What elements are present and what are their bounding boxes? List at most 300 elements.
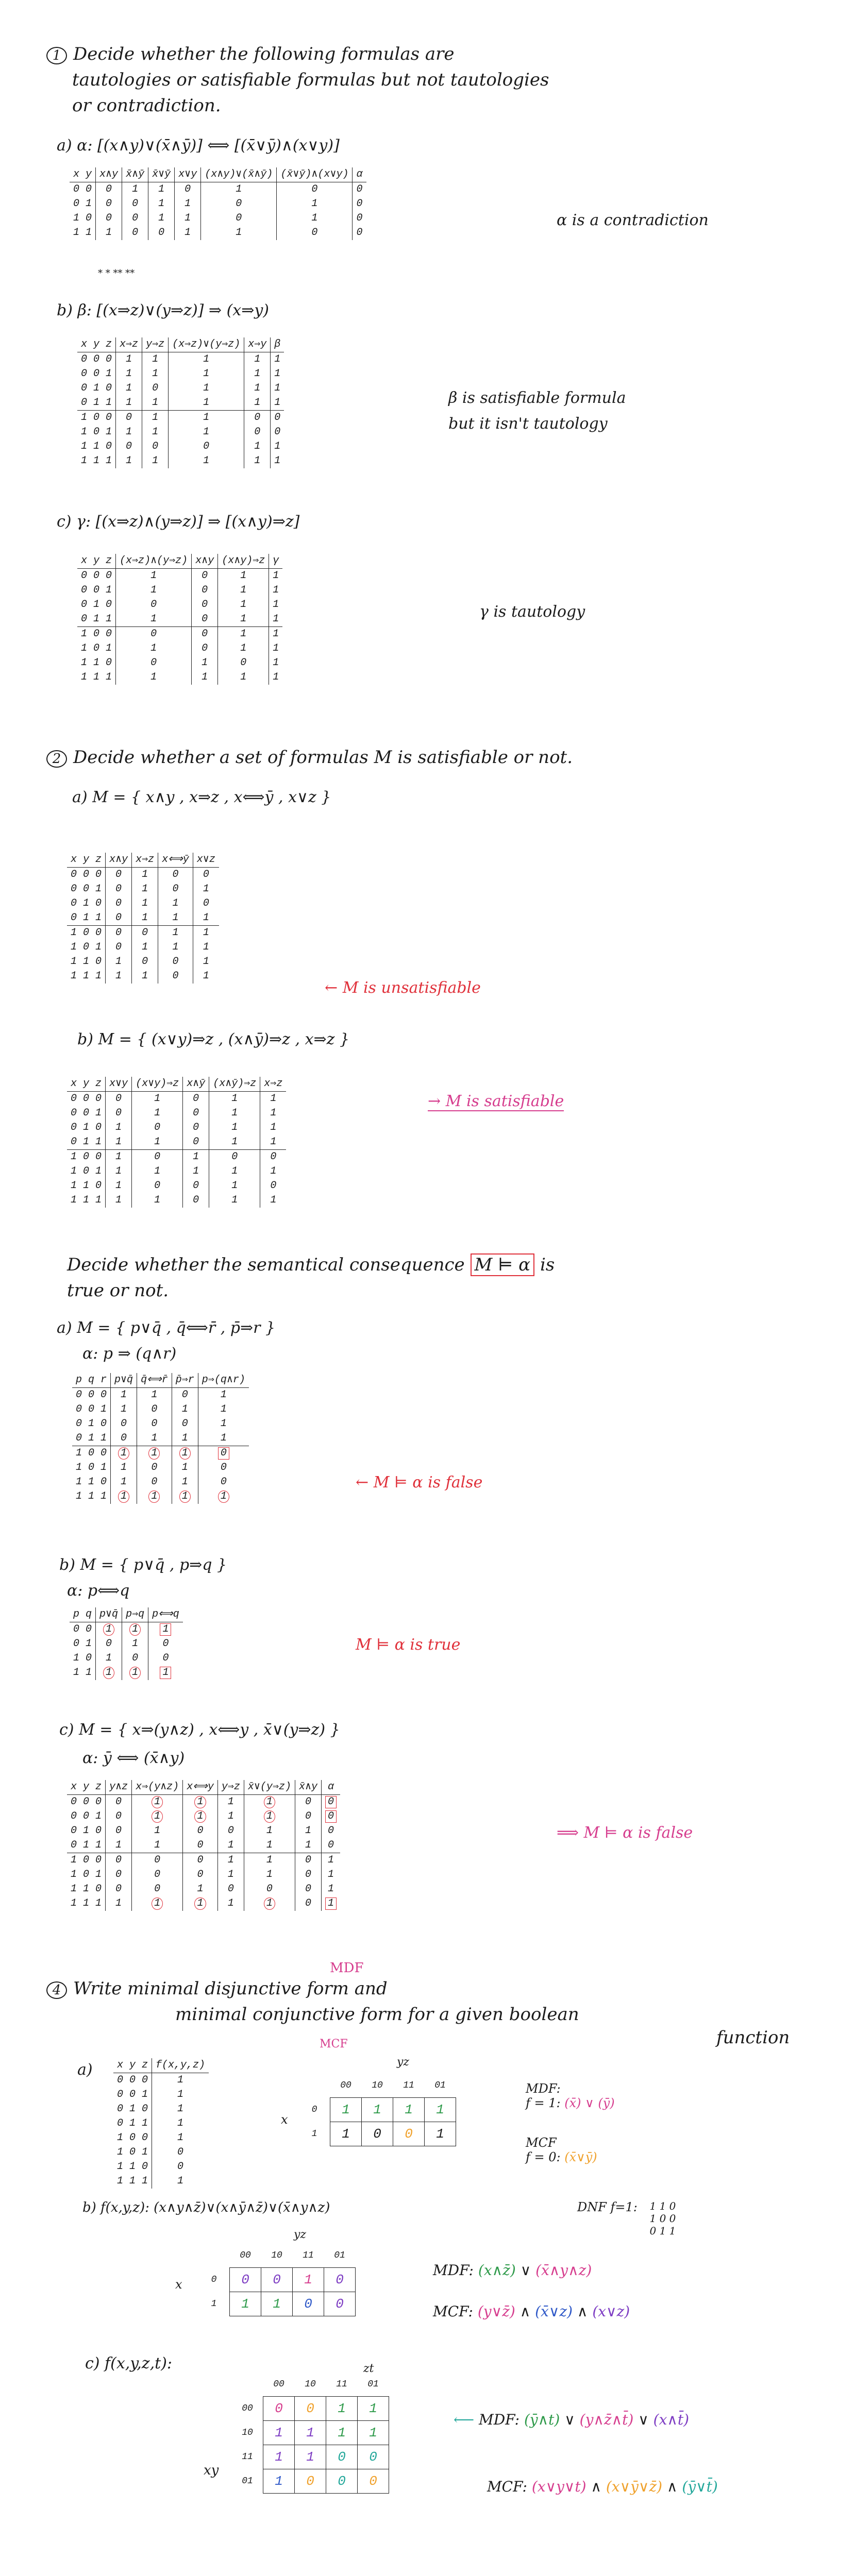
table-cell: 1 (193, 882, 219, 896)
table-cell: 0 (132, 955, 158, 969)
header-cell: x∨y (175, 167, 201, 182)
text-fragment: M is satisfiable (445, 1092, 564, 1110)
table-row (67, 868, 219, 883)
table-cell: 1 (271, 439, 284, 454)
table-cell: 0 (106, 1882, 132, 1896)
circled-value: 1 (129, 1667, 141, 1679)
table-cell: 1 (158, 911, 193, 926)
table-cell: 1 (269, 670, 283, 685)
table-cell: 0 (192, 641, 218, 656)
header-cell: x y z (67, 1780, 106, 1795)
table-row (77, 627, 282, 642)
table-cell: 1 (172, 1461, 198, 1475)
table-cell: 1 (244, 381, 271, 396)
table-cell: 1 (142, 396, 169, 411)
table-cell: 1 (218, 641, 269, 656)
table-cell: 1 (193, 955, 219, 969)
table-cell: 1 (261, 2292, 293, 2316)
table-cell: 0 (295, 1795, 321, 1810)
table-cell: 0 (96, 182, 122, 197)
table-cell: 0 (122, 211, 148, 226)
text-fragment: M ⊨ α is false (373, 1473, 483, 1492)
table-row (67, 1838, 340, 1853)
table-cell: 01 (242, 2476, 253, 2486)
table-cell: 1 0 1 (81, 426, 112, 438)
table-row (70, 182, 366, 197)
table-cell: 1 (201, 226, 277, 240)
text-fragment: (x∨y∨t) (531, 2478, 586, 2495)
table-row (77, 367, 284, 381)
table-cell: 0 (353, 226, 366, 240)
table-cell: 1 (271, 352, 284, 367)
table-cell: 1 0 1 (71, 1869, 102, 1880)
table-cell: 0 (293, 2292, 324, 2316)
task4c-formula: c) f(x,y,z,t): (85, 2354, 173, 2372)
table-row (77, 381, 284, 396)
header-cell: p⇒(q∧r) (198, 1373, 249, 1388)
header-cell: x̄∧y (295, 1780, 321, 1795)
header-cell: x⇒y (244, 337, 271, 352)
table-cell: 1 (175, 197, 201, 211)
table-row (72, 1475, 249, 1489)
kmap-a-col-label: yz (397, 2056, 410, 2069)
table-cell: 1 (106, 1838, 132, 1853)
table-cell: 1 (218, 627, 269, 642)
table-cell: 0 0 1 (81, 368, 112, 380)
table-cell: 1 (106, 1896, 132, 1911)
text-fragment: MCF: (487, 2478, 527, 2495)
table-cell: 0 (358, 2469, 389, 2494)
table-row (67, 1179, 286, 1193)
table-cell: 1 (132, 969, 158, 984)
table-cell: 1 (137, 1388, 172, 1403)
task3c-formula: c) M = { x⇒(y∧z) , x⟺y , x̄∨(y⇒z) } (59, 1721, 340, 1739)
table-cell: 1 (142, 367, 169, 381)
table-cell: 1 (244, 1838, 295, 1853)
table-cell: 0 0 1 (76, 1403, 107, 1415)
table-cell: 1 (244, 1824, 295, 1838)
header-cell: q̄⟺r̄ (137, 1373, 172, 1388)
table-cell: 0 (106, 1795, 132, 1810)
kmap-c-row-label: xy (204, 2463, 219, 2478)
table-cell: 0 (183, 1135, 209, 1150)
table-cell: 1 (326, 2397, 358, 2421)
table-cell: 1 1 1 (117, 2175, 148, 2187)
header-cell: β (271, 337, 284, 352)
table-cell: 1 (209, 1193, 260, 1208)
text-fragment: ∧ (577, 2303, 588, 2320)
table-cell: 1 (244, 1853, 295, 1868)
header-cell: p̄⇒r (172, 1373, 198, 1388)
table-cell: 10 (271, 2250, 282, 2261)
table-cell: 00 (240, 2250, 251, 2261)
circled-value: 1 (152, 1810, 163, 1823)
table-cell: 0 0 0 (71, 1093, 102, 1105)
table-cell: 1 0 0 (67, 1150, 106, 1165)
table-cell: 1 (169, 381, 244, 396)
table-cell: 1 (193, 969, 219, 984)
table-cell: 1 (217, 1868, 244, 1882)
table-cell: 0 (142, 439, 169, 454)
table-row (70, 1637, 183, 1651)
table-cell: 1 (218, 670, 269, 685)
table-row (77, 612, 282, 627)
table-cell: 1 (217, 1896, 244, 1911)
table-cell: 1 (106, 969, 132, 984)
table-row (77, 352, 284, 367)
task3-title-line2: true or not. (67, 1280, 169, 1301)
table-cell: 1 1 (73, 1667, 92, 1679)
table-cell: 01 (367, 2379, 379, 2389)
table-row (67, 1193, 286, 1208)
table-cell: 0 (393, 2122, 425, 2146)
table-cell: 1 (183, 1882, 218, 1896)
table-cell: 0 (137, 1417, 172, 1431)
table-cell: 1 (152, 2131, 209, 2145)
table-cell: 0 (106, 1106, 132, 1121)
boxed-value: 1 (160, 1623, 171, 1636)
table-cell: 1 (132, 1135, 183, 1150)
header-cell: (x∧y)∨(x̄∧ȳ) (201, 167, 277, 182)
table-cell: 1 (111, 1475, 137, 1489)
header-cell: (x∧ȳ)⇒z (209, 1077, 260, 1092)
table-row (67, 896, 219, 911)
text-fragment: (x∨z) (592, 2303, 630, 2320)
table-cell: 0 (362, 2122, 393, 2146)
table-cell: 0 (148, 226, 175, 240)
table-cell: 1 1 0 (81, 440, 112, 452)
table-cell (132, 1795, 183, 1810)
task2-heading (46, 747, 573, 768)
table-cell: 0 (183, 1193, 209, 1208)
table-cell: 0 1 0 (76, 1418, 107, 1430)
table-cell: 1 (152, 2073, 209, 2088)
table-cell: 1 (142, 411, 169, 426)
table-cell: 1 (322, 1853, 341, 1868)
table-cell: 1 (217, 1853, 244, 1868)
table-cell: 01 (434, 2080, 446, 2091)
table-cell: 0 (326, 2469, 358, 2494)
table-cell: 1 (198, 1431, 249, 1446)
circled-value: 1 (264, 1810, 275, 1823)
task4a-mcf: MCF f = 0: (x̄∨ȳ) (526, 2136, 597, 2164)
table-row (72, 1461, 249, 1475)
text-fragment: 0 1 1 (649, 2225, 676, 2237)
table-row (67, 1795, 340, 1810)
task4-heading (46, 1978, 388, 1999)
table-row (70, 1651, 183, 1666)
table-cell: 0 (137, 1402, 172, 1417)
table-cell: 0 0 1 (71, 883, 102, 895)
header-cell: x∨y (106, 1077, 132, 1092)
table-cell (244, 1896, 295, 1911)
header-cell: p q (70, 1607, 96, 1622)
table-row (77, 554, 282, 569)
table-cell: 1 (209, 1106, 260, 1121)
table-cell: 1 (111, 1388, 137, 1403)
task2a-result: ← M is unsatisfiable (325, 979, 481, 997)
table-row (77, 656, 282, 670)
table-cell: 1 1 0 (81, 657, 112, 669)
table-cell: 0 (148, 1651, 183, 1666)
table-cell: 0 1 1 (76, 1432, 107, 1444)
table-cell (299, 2074, 330, 2098)
table-cell: 0 (295, 1868, 321, 1882)
table-cell: 1 0 0 (67, 1853, 106, 1868)
table-cell: 1 (358, 2397, 389, 2421)
table-cell: 0 (158, 969, 193, 984)
text-fragment (650, 2200, 676, 2237)
table-cell: 0 (193, 896, 219, 911)
table-cell: 1 (295, 2421, 326, 2445)
table-cell (96, 1666, 122, 1680)
table-cell: 1 (269, 627, 283, 642)
text-fragment: (x∧z̄) (478, 2262, 516, 2279)
task1a-table (70, 167, 366, 240)
kmap-c (232, 2372, 389, 2494)
table-cell: 1 (393, 2098, 425, 2122)
table-cell: 00 (242, 2403, 253, 2414)
table-cell: 1 (148, 197, 175, 211)
table-cell: 0 (106, 926, 132, 941)
table-cell (72, 1489, 111, 1504)
table-cell: 1 (244, 1868, 295, 1882)
table-cell: 1 0 1 (71, 1165, 102, 1177)
task1-heading (46, 44, 455, 64)
task4-number: 4 (46, 1981, 67, 1999)
text-fragment: ∧ (667, 2478, 678, 2495)
table-cell: 1 (106, 1121, 132, 1135)
header-cell: x⇒(y∧z) (132, 1780, 183, 1795)
table-cell (111, 1489, 137, 1504)
text-fragment: ∧ (591, 2478, 601, 2495)
header-cell: x∧ȳ (183, 1077, 209, 1092)
table-row (77, 411, 284, 426)
text-fragment: 1 0 0 (649, 2212, 676, 2225)
table-cell: 0 (322, 1838, 341, 1853)
table-cell (122, 1622, 148, 1637)
header-cell: x⇒z (116, 337, 142, 352)
table-cell: 0 (158, 868, 193, 883)
header-cell: x⟺ȳ (158, 853, 193, 868)
table-cell: 1 (132, 896, 158, 911)
table-cell: 0 (106, 940, 132, 955)
table-cell: 0 (172, 1388, 198, 1403)
table-cell: 1 0 1 (71, 941, 102, 953)
table-row (67, 969, 219, 984)
table-cell: 0 (244, 1882, 295, 1896)
table-cell: 1 (269, 641, 283, 656)
table-cell: 0 (169, 439, 244, 454)
header-cell: y⇒z (142, 337, 169, 352)
boxed-value: 0 (218, 1447, 229, 1460)
table-row (198, 2244, 356, 2268)
header-cell: x̄∨ȳ (148, 167, 175, 182)
table-cell: 0 (172, 1417, 198, 1431)
table-cell: 0 (201, 211, 277, 226)
table-cell: 0 1 1 (81, 397, 112, 409)
table-cell: 0 (152, 2160, 209, 2174)
table-cell: 0 (324, 2292, 356, 2316)
circled-value: 1 (152, 1796, 163, 1808)
table-cell: 0 (137, 1461, 172, 1475)
table-row (113, 2131, 209, 2145)
table-cell: 1 0 0 (77, 627, 116, 642)
table-cell: 1 (198, 1402, 249, 1417)
table-row (113, 2102, 209, 2116)
task1c-table (77, 554, 282, 685)
header-cell: x∧y (192, 554, 218, 569)
table-cell: 0 (106, 1868, 132, 1882)
table-cell: 1 (201, 182, 277, 197)
table-row (72, 1446, 249, 1461)
table-row (113, 2160, 209, 2174)
table-cell: 0 (148, 1637, 183, 1651)
table-cell: 1 (137, 1431, 172, 1446)
table-row (77, 583, 282, 598)
table-cell: 11 (303, 2250, 314, 2261)
table-cell (132, 1896, 183, 1911)
table-cell: 0 (324, 2268, 356, 2292)
table-cell: 0 (218, 656, 269, 670)
table-cell: 0 (96, 211, 122, 226)
table-cell (172, 1489, 198, 1504)
header-cell: x y z (67, 1077, 106, 1092)
table-cell (183, 1795, 218, 1810)
table-cell: 1 (293, 2268, 324, 2292)
task4a-table (113, 2058, 209, 2189)
table-cell: 1 (269, 612, 283, 627)
table-cell: 0 (183, 1868, 218, 1882)
table-cell: 0 (183, 1092, 209, 1107)
table-cell: 1 (192, 656, 218, 670)
table-row (70, 1607, 183, 1622)
table-cell: 1 (209, 1092, 260, 1107)
table-cell: 1 (209, 1121, 260, 1135)
table-cell: 0 (96, 1637, 122, 1651)
table-row (198, 2268, 356, 2292)
table-cell: 1 (263, 2469, 295, 2494)
table-row (198, 2292, 356, 2316)
task4c-mdf (454, 2411, 689, 2428)
header-cell: (x⇒z)∧(y⇒z) (116, 554, 192, 569)
table-cell: 1 (169, 454, 244, 468)
task1c-result: γ is tautology (479, 603, 585, 621)
circled-value: 1 (218, 1490, 229, 1503)
table-cell: 1 (295, 2445, 326, 2469)
task1b-table (77, 337, 284, 468)
table-row (70, 226, 366, 240)
table-cell: 1 (260, 1121, 287, 1135)
table-cell: 1 (271, 381, 284, 396)
table-row (77, 439, 284, 454)
table-cell: 1 (132, 882, 158, 896)
circled-value: 1 (264, 1897, 275, 1910)
table-cell: 0 (96, 197, 122, 211)
task1-title: Decide whether the following formulas are (73, 44, 455, 64)
table-cell: 1 (271, 367, 284, 381)
table-cell: 1 (311, 2129, 317, 2139)
table-cell: 1 (169, 396, 244, 411)
table-cell: 1 (152, 2088, 209, 2102)
table-cell: 1 (269, 656, 283, 670)
table-cell: 1 (295, 1824, 321, 1838)
table-cell: 0 (209, 1150, 260, 1165)
table-cell: 0 1 0 (71, 1122, 102, 1133)
table-cell: 1 (122, 1637, 148, 1651)
table-cell: 0 (132, 1868, 183, 1882)
mdf-tag: MDF (330, 1960, 364, 1976)
table-cell: 1 0 1 (81, 642, 112, 654)
table-cell: 0 (158, 882, 193, 896)
table-cell: 1 (260, 1092, 287, 1107)
table-cell: 1 (169, 411, 244, 426)
table-cell: 1 (111, 1402, 137, 1417)
table-cell: 0 (277, 226, 353, 240)
task3a-table (72, 1373, 249, 1504)
table-cell: 1 1 1 (81, 671, 112, 683)
table-cell: 1 (106, 1150, 132, 1165)
table-cell: 0 (192, 612, 218, 627)
table-cell: 0 (295, 2397, 326, 2421)
table-cell: 1 (209, 1179, 260, 1193)
table-row (67, 1896, 340, 1911)
table-cell: 1 (142, 454, 169, 468)
table-cell: 1 0 1 (117, 2146, 148, 2158)
task3b-formula: b) M = { p∨q̄ , p⇒q } (59, 1556, 227, 1574)
table-cell: 1 (132, 1838, 183, 1853)
table-cell: 1 (116, 396, 142, 411)
table-cell: 1 (218, 569, 269, 584)
table-cell (183, 1896, 218, 1911)
table-cell: 1 1 0 (117, 2161, 148, 2173)
circled-value: 1 (152, 1897, 163, 1910)
table-cell: 1 (116, 367, 142, 381)
table-cell (198, 2244, 230, 2268)
table-cell: 0 (175, 182, 201, 197)
table-row (72, 1388, 249, 1403)
table-cell: 1 (260, 1106, 287, 1121)
table-cell: 1 1 1 (71, 970, 102, 982)
boxed-value: 1 (160, 1667, 171, 1679)
table-cell: 0 (260, 1150, 287, 1165)
table-row (67, 1164, 286, 1179)
task2a-table (67, 853, 219, 984)
table-cell: 1 (148, 211, 175, 226)
table-cell: 0 (183, 1106, 209, 1121)
table-cell: 1 (260, 1193, 287, 1208)
header-cell: p⟺q (148, 1607, 183, 1622)
circled-value: 1 (118, 1490, 129, 1503)
table-cell: 1 (209, 1164, 260, 1179)
task4b-dnf (577, 2200, 676, 2237)
table-cell: 1 (152, 2174, 209, 2189)
circled-value: 1 (118, 1447, 129, 1460)
table-cell: 1 1 1 (71, 1194, 102, 1206)
task3c-table (67, 1780, 340, 1911)
table-cell: 0 1 1 (81, 613, 112, 625)
table-cell: 1 (172, 1402, 198, 1417)
boxed-value: 0 (325, 1810, 337, 1823)
table-row (67, 940, 219, 955)
table-row (113, 2058, 209, 2073)
task4b-mcf (433, 2303, 630, 2320)
table-cell: 1 (322, 1868, 341, 1882)
table-cell: 1 (358, 2421, 389, 2445)
table-cell: 0 (295, 2469, 326, 2494)
table-cell: 1 (142, 425, 169, 439)
table-cell: 0 (142, 381, 169, 396)
